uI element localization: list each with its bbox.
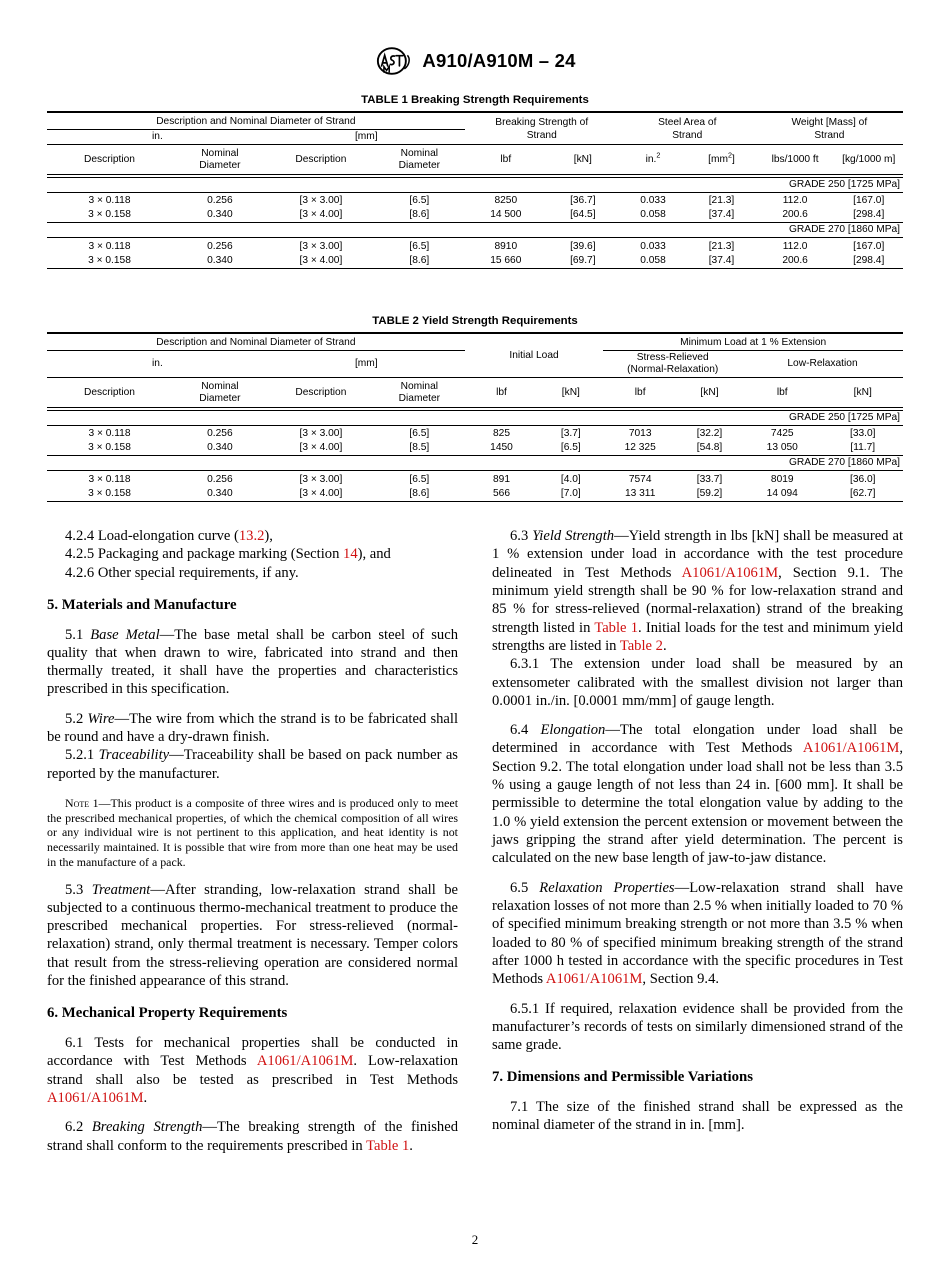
- term-traceability: Traceability: [98, 747, 170, 764]
- paragraph-4-2-6: 4.2.6 Other special requirements, if any.: [65, 564, 299, 581]
- table-2-grade-row: [47, 410, 903, 425]
- cell-breaking-kn: [64.5]: [570, 209, 596, 221]
- xref-a1061-5[interactable]: A1061/A1061M: [545, 971, 643, 988]
- cell-stress-relieved-kn: [54.8]: [696, 442, 723, 454]
- cell-nominal-diameter-mm: [6.5]: [409, 428, 430, 440]
- xref-a1061-3[interactable]: A1061/A1061M: [681, 564, 779, 581]
- table-row: [47, 254, 903, 269]
- paragraph-7-1: 7.1 The size of the finished strand shall be expressed as the nominal diameter of the strand in in. [mm].: [492, 1099, 903, 1134]
- cell-initial-kn: [3.7]: [560, 428, 581, 440]
- table-1-grade-label: GRADE 250 [1725 MPa]: [465, 177, 903, 192]
- th-nominal-diameter-in: Nominal Diameter: [199, 381, 241, 405]
- paragraph-6-5-1: 6.5.1 If required, relaxation evidence shall be provided from the manufacturer’s records of tests on similarly dimensioned strand of the same grade.: [492, 1000, 903, 1054]
- cell-breaking-lbf: 15 660: [490, 254, 522, 266]
- table-1-grade-row: [47, 223, 903, 238]
- paragraph-4-2-4: 4.2.4 Load-elongation curve (13.2),: [65, 528, 273, 544]
- cell-low-relaxation-lbf: 8019: [770, 473, 794, 485]
- cell-area-mm2: [21.3]: [708, 240, 735, 252]
- astm-logo-icon: [374, 47, 412, 75]
- cell-description-in: 3 × 0.158: [88, 442, 131, 454]
- paragraph-5-1: 5.1 Base Metal—The base metal shall be carbon steel of such quality that when drawn to wire, fabricated into strand and then thermally treated, it shall have the properties and characteristics prescribed in this specification.: [47, 626, 459, 698]
- table-2-unit-in: in.: [152, 357, 163, 369]
- th-initial-kn: [kN]: [561, 387, 580, 399]
- th-description-mm: Description: [295, 154, 347, 166]
- cell-nominal-diameter-in: 0.256: [207, 428, 233, 440]
- table-2-strand-group-header: Description and Nominal Diameter of Strand: [47, 336, 465, 351]
- xref-table-1[interactable]: Table 1: [366, 1137, 410, 1154]
- cell-description-in: 3 × 0.118: [88, 428, 131, 440]
- paragraph-5-2-1: 5.2.1 Traceability—Traceability shall be based on pack number as reported by the manufacturer.: [47, 747, 458, 782]
- cell-low-relaxation-lbf: 7425: [770, 428, 794, 440]
- cell-nominal-diameter-mm: [8.6]: [409, 209, 430, 221]
- cell-nominal-diameter-in: 0.256: [207, 473, 233, 485]
- paragraph-4-2-5: 4.2.5 Packaging and package marking (Section 14), and: [65, 546, 391, 563]
- paragraph-6-5: 6.5 Relaxation Properties—Low-relaxation strand shall have relaxation losses of not more than 2.5 % when initially loaded to 70 % of specified minimum breaking strength or not more than 3.5 % when loaded to 80 % of specified minimum breaking strength of the strand after 1000 h tested in accordance with the specific procedures in Test Methods A1061/A1061M, Section 9.4.: [492, 879, 904, 988]
- body-columns: [47, 527, 903, 1155]
- th-stress-relieved-lbf: lbf: [634, 387, 646, 399]
- cell-breaking-lbf: 8250: [494, 195, 518, 207]
- table-2-initial-load-header: Initial Load: [509, 350, 559, 362]
- th-nominal-diameter-mm: Nominal Diameter: [398, 148, 440, 172]
- xref-table-2[interactable]: Table 2: [619, 637, 663, 654]
- table-1-block: [47, 94, 903, 271]
- cell-weight-kg: [298.4]: [853, 254, 885, 266]
- th-low-relaxation-lbf: lbf: [776, 387, 788, 399]
- table-2-unit-mm: [mm]: [354, 357, 378, 369]
- cell-area-in2: 0.058: [640, 254, 666, 266]
- cell-weight-kg: [167.0]: [853, 240, 885, 252]
- xref-section-14[interactable]: 14: [343, 546, 358, 563]
- cell-description-mm: [3 × 3.00]: [299, 195, 343, 207]
- cell-nominal-diameter-in: 0.340: [207, 254, 233, 266]
- cell-area-in2: 0.058: [640, 209, 666, 221]
- cell-stress-relieved-lbf: 7574: [628, 473, 652, 485]
- table-row: [47, 425, 903, 441]
- table-2-caption: TABLE 2 Yield Strength Requirements: [372, 314, 578, 327]
- cell-description-in: 3 × 0.158: [88, 487, 131, 499]
- cell-weight-kg: [167.0]: [853, 195, 885, 207]
- xref-a1061-4[interactable]: A1061/A1061M: [802, 740, 900, 757]
- cell-description-in: 3 × 0.158: [88, 254, 131, 266]
- table-2-stress-relieved-header: Stress-Relieved (Normal-Relaxation): [627, 351, 719, 375]
- th-initial-lbf: lbf: [496, 387, 507, 399]
- term-breaking-strength: Breaking Strength: [91, 1119, 203, 1136]
- cell-nominal-diameter-mm: [8.6]: [409, 487, 430, 499]
- cell-description-mm: [3 × 4.00]: [299, 487, 343, 499]
- cell-area-mm2: [21.3]: [708, 195, 735, 207]
- table-1-unit-in: in.: [152, 131, 163, 143]
- section-heading-6: 6. Mechanical Property Requirements: [47, 1005, 288, 1022]
- term-base-metal: Base Metal: [90, 626, 160, 643]
- th-nominal-diameter-in: Nominal Diameter: [199, 148, 241, 172]
- cell-stress-relieved-lbf: 7013: [628, 428, 652, 440]
- term-treatment: Treatment: [91, 881, 151, 898]
- term-relaxation-properties: Relaxation Properties: [539, 879, 675, 896]
- xref-table-1-b[interactable]: Table 1: [594, 619, 639, 636]
- paragraph-6-1: 6.1 Tests for mechanical properties shall be conducted in accordance with Test Methods A1061/A1061M. Low-relaxation strand shall also be tested as prescribed in Test Methods A1061/A1061M.: [47, 1034, 458, 1106]
- xref-13-2[interactable]: 13.2: [238, 528, 265, 544]
- table-2-grade-row: [47, 456, 903, 471]
- paragraph-6-3: 6.3 Yield Strength—Yield strength in lbs [kN] shall be measured at 1 % extension under load in accordance with the test procedure delineated in Test Methods A1061/A1061M, Section 9.1. The minimum yield strength shall be 90 % for low-relaxation strand and 85 % for stress-relieved (normal-relaxation) strand of the breaking strength listed in Table 1. Initial loads for the test and minimum yield strengths are listed in Table 2.: [492, 528, 904, 654]
- cell-stress-relieved-kn: [33.7]: [696, 473, 723, 485]
- table-1-weight-group-header: Weight [Mass] of Strand: [791, 117, 868, 141]
- cell-stress-relieved-lbf: 13 311: [624, 487, 656, 499]
- cell-area-mm2: [37.4]: [708, 209, 735, 221]
- cell-nominal-diameter-in: 0.340: [207, 487, 233, 499]
- page-header: [0, 0, 950, 78]
- th-description-in: Description: [84, 154, 135, 166]
- cell-nominal-diameter-in: 0.340: [207, 442, 233, 454]
- table-1: [47, 111, 903, 271]
- table-row: [47, 441, 903, 456]
- cell-initial-kn: [7.0]: [560, 487, 581, 499]
- cell-description-mm: [3 × 3.00]: [299, 473, 343, 485]
- cell-description-mm: [3 × 4.00]: [299, 209, 343, 221]
- cell-breaking-kn: [39.6]: [570, 240, 596, 252]
- page-number: 2: [471, 1232, 479, 1247]
- cell-low-relaxation-kn: [62.7]: [849, 487, 876, 499]
- cell-nominal-diameter-mm: [6.5]: [409, 240, 430, 252]
- section-heading-7: 7. Dimensions and Permissible Variations: [492, 1069, 754, 1086]
- cell-description-mm: [3 × 3.00]: [299, 428, 343, 440]
- th-stress-relieved-kn: [kN]: [700, 387, 719, 399]
- th-weight-lbs: lbs/1000 ft: [771, 154, 819, 166]
- cell-nominal-diameter-in: 0.340: [207, 209, 233, 221]
- cell-initial-kn: [4.0]: [560, 473, 581, 485]
- table-row: [47, 487, 903, 502]
- cell-initial-kn: [6.5]: [560, 442, 581, 454]
- table-2-column-header-row: [47, 380, 903, 407]
- left-column: [47, 527, 458, 1155]
- th-area-in2: in.$^2$: [645, 150, 661, 166]
- cell-low-relaxation-kn: [36.0]: [849, 473, 876, 485]
- paragraph-6-2: 6.2 Breaking Strength—The breaking strength of the finished strand shall conform to the requirements prescribed in Table 1.: [47, 1119, 458, 1154]
- th-description-in: Description: [84, 387, 135, 399]
- document-designation: A910/A910M – 24: [422, 50, 576, 71]
- table-2-group-header-row: [47, 336, 903, 351]
- note-1: Note 1—This product is a composite of three wires and is produced only to meet the prescribed mechanical properties, of which the chemical composition of all wires or any individual wire is not pertinent to this application, and heat identity is not necessarily maintained. It is possible that wire from more than one heat may be used in the manufacture of a pack.: [47, 796, 459, 869]
- section-heading-5: 5. Materials and Manufacture: [47, 596, 237, 613]
- th-breaking-kn: [kN]: [573, 154, 592, 166]
- cell-weight-lbs: 200.6: [782, 254, 808, 266]
- table-2-grade-label: GRADE 250 [1725 MPa]: [465, 410, 903, 425]
- cell-description-in: 3 × 0.118: [88, 195, 131, 207]
- cell-low-relaxation-lbf: 14 094: [766, 487, 798, 499]
- table-1-grade-row: [47, 177, 903, 192]
- paragraph-6-4: 6.4 Elongation—The total elongation under load shall be determined in accordance with Test Methods A1061/A1061M, Section 9.2. The total elongation under load shall not be less than 3.5 % using a gauge length of not less than 24 in. [600 mm]. It shall be permissible to determine the total elongation value by adding to the 1.0 % yield extension the percent extension or movement between the jaws gripping the strand after yield determination. The percent is calculated on the new base length of jaw-to-jaw distance.: [492, 722, 903, 867]
- table-2-grade-label: GRADE 270 [1860 MPa]: [465, 456, 903, 471]
- cell-breaking-kn: [69.7]: [570, 254, 596, 266]
- cell-low-relaxation-lbf: 13 050: [766, 442, 798, 454]
- table-1-unit-mm: [mm]: [354, 131, 378, 143]
- cell-description-mm: [3 × 3.00]: [299, 240, 343, 252]
- term-yield-strength: Yield Strength: [532, 528, 615, 544]
- cell-nominal-diameter-mm: [6.5]: [409, 195, 430, 207]
- cell-weight-lbs: 200.6: [782, 209, 808, 221]
- cell-description-mm: [3 × 4.00]: [299, 442, 343, 454]
- cell-description-in: 3 × 0.118: [88, 473, 131, 485]
- cell-nominal-diameter-in: 0.256: [207, 195, 233, 207]
- term-wire: Wire: [87, 710, 115, 727]
- cell-stress-relieved-lbf: 12 325: [624, 442, 656, 454]
- cell-weight-lbs: 112.0: [782, 195, 808, 207]
- note-1-label: Note 1: [65, 796, 99, 810]
- right-column: [492, 527, 903, 1155]
- table-2-low-relaxation-header: Low-Relaxation: [787, 357, 858, 369]
- cell-weight-kg: [298.4]: [853, 209, 885, 221]
- cell-description-in: 3 × 0.118: [88, 240, 131, 252]
- table-row: [47, 208, 903, 223]
- term-elongation: Elongation: [540, 722, 606, 739]
- cell-stress-relieved-kn: [32.2]: [696, 428, 723, 440]
- table-row: [47, 192, 903, 208]
- paragraph-5-2: 5.2 Wire—The wire from which the strand is to be fabricated shall be round and have a dry-drawn finish.: [47, 710, 459, 746]
- table-2: [47, 332, 903, 504]
- cell-description-in: 3 × 0.158: [88, 209, 131, 221]
- th-weight-kg: [kg/1000 m]: [842, 154, 896, 166]
- cell-area-in2: 0.033: [640, 240, 666, 252]
- cell-area-mm2: [37.4]: [708, 254, 735, 266]
- table-1-group-header-row: [47, 115, 903, 130]
- cell-initial-lbf: 1450: [490, 442, 513, 454]
- table-2-min-load-header: Minimum Load at 1 % Extension: [603, 336, 903, 351]
- cell-initial-lbf: 566: [493, 487, 510, 499]
- th-area-mm2: $[mm^2]$: [708, 150, 735, 166]
- cell-breaking-lbf: 8910: [494, 240, 518, 252]
- xref-a1061-1[interactable]: A1061/A1061M: [256, 1053, 354, 1070]
- cell-description-mm: [3 × 4.00]: [299, 254, 343, 266]
- table-row: [47, 238, 903, 254]
- table-1-column-header-row: [47, 147, 903, 174]
- table-1-caption: TABLE 1 Breaking Strength Requirements: [361, 94, 589, 106]
- xref-a1061-2[interactable]: A1061/A1061M: [47, 1089, 144, 1106]
- cell-low-relaxation-kn: [11.7]: [850, 442, 876, 454]
- cell-initial-lbf: 825: [493, 428, 510, 440]
- table-1-strand-group-header: Description and Nominal Diameter of Strand: [47, 115, 465, 130]
- cell-nominal-diameter-mm: [6.5]: [409, 473, 430, 485]
- cell-nominal-diameter-in: 0.256: [207, 240, 233, 252]
- cell-area-in2: 0.033: [640, 195, 666, 207]
- cell-nominal-diameter-mm: [8.6]: [409, 254, 430, 266]
- paragraph-5-3: 5.3 Treatment—After stranding, low-relaxation strand shall be subjected to a continuous thermo-mechanical treatment to produce the prescribed mechanical properties. For stress-relieved (normal-relaxation) strand, only thermal treatment is necessary. Temper colors that result from the stress-relieving operation are considered normal for the finished appearance of this strand.: [47, 881, 459, 990]
- paragraph-6-3-1: 6.3.1 The extension under load shall be measured by an extensometer calibrated with the smallest division not larger than 0.0001 in./in. [0.0001 mm/mm] of gauge length.: [492, 656, 903, 709]
- table-1-breaking-group-header: Breaking Strength of Strand: [495, 117, 589, 141]
- th-nominal-diameter-mm: Nominal Diameter: [398, 381, 440, 405]
- cell-breaking-lbf: 14 500: [490, 209, 522, 221]
- cell-nominal-diameter-mm: [8.5]: [409, 442, 430, 454]
- cell-low-relaxation-kn: [33.0]: [849, 428, 876, 440]
- cell-initial-lbf: 891: [493, 473, 510, 485]
- table-2-block: [47, 315, 903, 504]
- table-1-area-group-header: Steel Area of Strand: [658, 117, 717, 141]
- table-row: [47, 471, 903, 487]
- cell-stress-relieved-kn: [59.2]: [696, 487, 723, 499]
- table-1-grade-label: GRADE 270 [1860 MPa]: [465, 223, 903, 238]
- th-low-relaxation-kn: [kN]: [853, 387, 872, 399]
- cell-weight-lbs: 112.0: [782, 240, 808, 252]
- th-breaking-lbf: lbf: [500, 154, 512, 166]
- cell-breaking-kn: [36.7]: [570, 195, 596, 207]
- th-description-mm: Description: [295, 387, 347, 399]
